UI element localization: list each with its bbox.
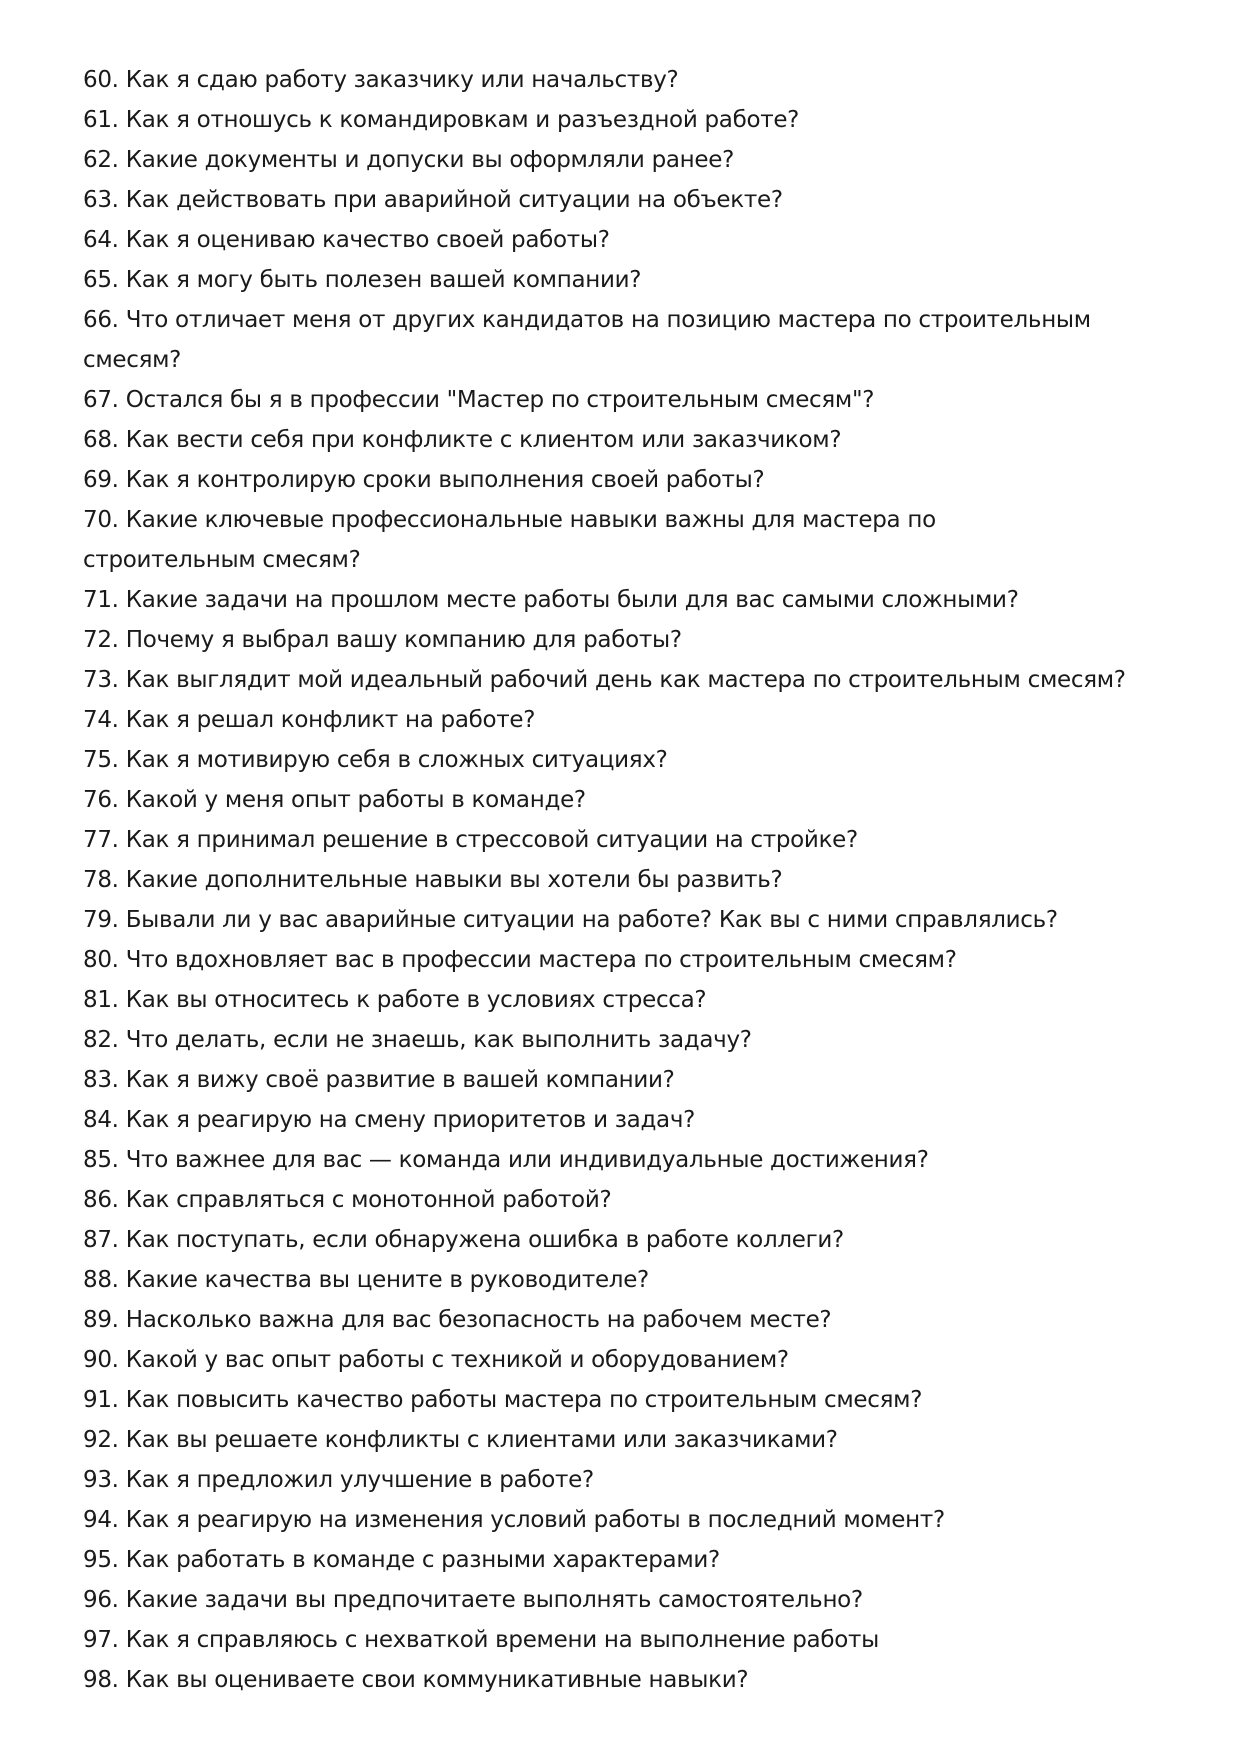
list-item (83, 220, 1163, 260)
item-number: 90. (83, 1347, 119, 1373)
item-text: Какие дополнительные навыки вы хотели бы развить? (125, 867, 783, 893)
item-text: Насколько важна для вас безопасность на рабочем месте? (125, 1307, 832, 1333)
list-item (83, 300, 1163, 380)
item-number: 75. (83, 747, 119, 773)
list-item (83, 860, 1163, 900)
item-number: 93. (83, 1467, 119, 1493)
item-number: 62. (83, 147, 119, 173)
item-text: Какие документы и допуски вы оформляли ранее? (125, 147, 735, 173)
item-number: 65. (83, 267, 119, 293)
list-item (83, 1420, 1163, 1460)
list-item (83, 1100, 1163, 1140)
item-text: Как я могу быть полезен вашей компании? (125, 267, 642, 293)
list-item (83, 1380, 1163, 1420)
item-text: Какой у меня опыт работы в команде? (125, 787, 586, 813)
list-item (83, 1660, 1163, 1700)
item-number: 97. (83, 1627, 119, 1653)
item-number: 83. (83, 1067, 119, 1093)
item-text: Как повысить качество работы мастера по строительным смесям? (125, 1387, 923, 1413)
list-item (83, 140, 1163, 180)
item-text: Какой у вас опыт работы с техникой и оборудованием? (125, 1347, 789, 1373)
list-item (83, 780, 1163, 820)
list-item (83, 700, 1163, 740)
list-item (83, 1460, 1163, 1500)
item-text: Как я справляюсь с нехваткой времени на выполнение работы (125, 1627, 879, 1653)
item-text: Как я отношусь к командировкам и разъездной работе? (125, 107, 800, 133)
item-number: 87. (83, 1227, 119, 1253)
item-text: Что делать, если не знаешь, как выполнить задачу? (125, 1027, 752, 1053)
item-text: Почему я выбрал вашу компанию для работы? (125, 627, 682, 653)
list-item (83, 740, 1163, 780)
list-item (83, 980, 1163, 1020)
item-text: Как я оцениваю качество своей работы? (125, 227, 610, 253)
item-number: 98. (83, 1667, 119, 1693)
list-item (83, 180, 1163, 220)
item-text: Как я предложил улучшение в работе? (125, 1467, 594, 1493)
item-number: 92. (83, 1427, 119, 1453)
item-text: Остался бы я в профессии "Мастер по строительным смесям"? (125, 387, 875, 413)
item-text: Как поступать, если обнаружена ошибка в работе коллеги? (125, 1227, 844, 1253)
item-text: Какие задачи вы предпочитаете выполнять самостоятельно? (125, 1587, 863, 1613)
item-number: 96. (83, 1587, 119, 1613)
list-item (83, 1060, 1163, 1100)
list-item (83, 260, 1163, 300)
item-number: 60. (83, 67, 119, 93)
item-text: Что отличает меня от других кандидатов на позицию мастера по строительным смесям? (83, 307, 1091, 373)
item-number: 81. (83, 987, 119, 1013)
item-number: 80. (83, 947, 119, 973)
item-number: 94. (83, 1507, 119, 1533)
item-number: 67. (83, 387, 119, 413)
item-text: Бывали ли у вас аварийные ситуации на работе? Как вы с ними справлялись? (125, 907, 1058, 933)
item-number: 86. (83, 1187, 119, 1213)
item-number: 63. (83, 187, 119, 213)
item-number: 89. (83, 1307, 119, 1333)
item-number: 68. (83, 427, 119, 453)
item-number: 82. (83, 1027, 119, 1053)
list-item (83, 1220, 1163, 1260)
item-number: 70. (83, 507, 119, 533)
item-text: Как вы относитесь к работе в условиях стресса? (125, 987, 707, 1013)
item-number: 79. (83, 907, 119, 933)
list-item (83, 1020, 1163, 1060)
item-number: 61. (83, 107, 119, 133)
list-item (83, 580, 1163, 620)
item-number: 85. (83, 1147, 119, 1173)
list-item (83, 1620, 1163, 1660)
item-text: Как я контролирую сроки выполнения своей работы? (125, 467, 765, 493)
list-item (83, 460, 1163, 500)
item-text: Как работать в команде с разными характерами? (125, 1547, 720, 1573)
item-number: 72. (83, 627, 119, 653)
list-item (83, 1140, 1163, 1180)
item-text: Как справляться с монотонной работой? (125, 1187, 612, 1213)
list-item (83, 1340, 1163, 1380)
list-item (83, 100, 1163, 140)
item-number: 84. (83, 1107, 119, 1133)
item-number: 95. (83, 1547, 119, 1573)
item-number: 66. (83, 307, 119, 333)
list-item (83, 1300, 1163, 1340)
item-text: Как я вижу своё развитие в вашей компании? (125, 1067, 675, 1093)
item-number: 69. (83, 467, 119, 493)
list-item (83, 660, 1163, 700)
list-item (83, 1180, 1163, 1220)
item-text: Как вы решаете конфликты с клиентами или заказчиками? (125, 1427, 838, 1453)
list-item (83, 1540, 1163, 1580)
item-text: Что вдохновляет вас в профессии мастера по строительным смесям? (125, 947, 957, 973)
list-item (83, 60, 1163, 100)
item-number: 74. (83, 707, 119, 733)
item-text: Какие ключевые профессиональные навыки важны для мастера по строительным смесям? (83, 507, 936, 573)
list-item (83, 820, 1163, 860)
list-item (83, 940, 1163, 980)
item-text: Как я реагирую на изменения условий работы в последний момент? (125, 1507, 945, 1533)
item-number: 88. (83, 1267, 119, 1293)
item-number: 64. (83, 227, 119, 253)
list-item (83, 500, 1063, 580)
question-list (83, 60, 1163, 1700)
item-number: 73. (83, 667, 119, 693)
item-text: Как я принимал решение в стрессовой ситуации на стройке? (125, 827, 858, 853)
list-item (83, 1500, 1163, 1540)
list-item (83, 1580, 1163, 1620)
item-text: Как я сдаю работу заказчику или начальству? (125, 67, 679, 93)
list-item (83, 420, 1163, 460)
item-number: 91. (83, 1387, 119, 1413)
item-number: 76. (83, 787, 119, 813)
item-text: Как вести себя при конфликте с клиентом или заказчиком? (125, 427, 842, 453)
item-text: Как я реагирую на смену приоритетов и задач? (125, 1107, 696, 1133)
item-text: Как выглядит мой идеальный рабочий день как мастера по строительным смесям? (125, 667, 1126, 693)
item-text: Как вы оцениваете свои коммуникативные навыки? (125, 1667, 749, 1693)
list-item (83, 380, 1163, 420)
item-number: 77. (83, 827, 119, 853)
list-item (83, 620, 1163, 660)
list-item (83, 1260, 1163, 1300)
item-text: Как я мотивирую себя в сложных ситуациях? (125, 747, 668, 773)
item-text: Какие задачи на прошлом месте работы были для вас самыми сложными? (125, 587, 1019, 613)
item-text: Как я решал конфликт на работе? (125, 707, 536, 733)
item-number: 78. (83, 867, 119, 893)
item-number: 71. (83, 587, 119, 613)
item-text: Что важнее для вас — команда или индивидуальные достижения? (125, 1147, 929, 1173)
item-text: Как действовать при аварийной ситуации на объекте? (125, 187, 783, 213)
item-text: Какие качества вы цените в руководителе? (125, 1267, 649, 1293)
list-item (83, 900, 1163, 940)
